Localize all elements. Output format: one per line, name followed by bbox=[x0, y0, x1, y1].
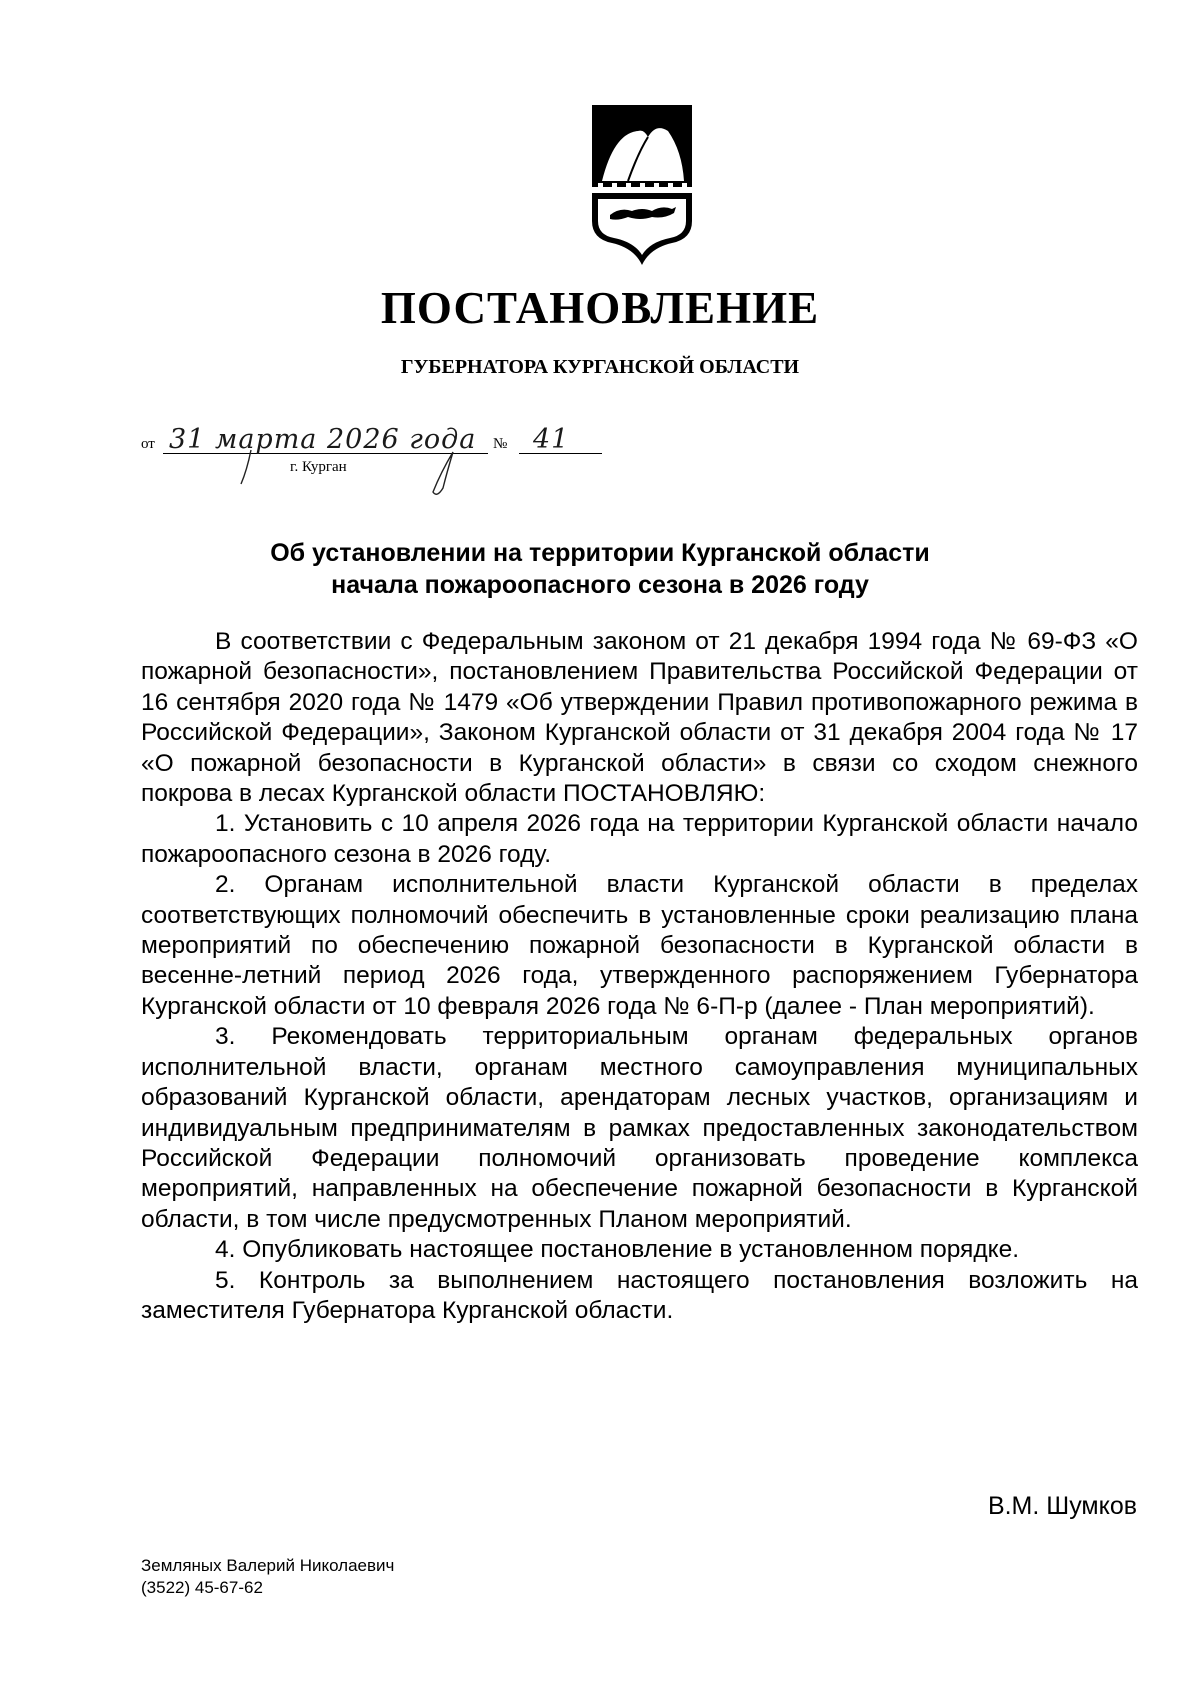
number-label: № bbox=[493, 436, 508, 452]
signer-name: В.М. Шумков bbox=[987, 1492, 1137, 1520]
item-4: 4. Опубликовать настоящее постановление в установленном порядке. bbox=[215, 1236, 1020, 1264]
item-1: 1. Установить с 10 апреля 2026 года на территории Курганской области начало пожароопасного сезона в 2026 году. bbox=[141, 810, 1138, 868]
handwritten-number: 41 bbox=[533, 424, 570, 455]
title-line-2: начала пожароопасного сезона в 2026 году bbox=[331, 571, 869, 599]
city-label: г. Курган bbox=[290, 459, 347, 475]
document-title bbox=[0, 537, 1200, 601]
kurgan-coat-of-arms-icon bbox=[586, 103, 698, 267]
date-number-line bbox=[141, 424, 671, 502]
item-3: 3. Рекомендовать территориальным органам федеральных органов исполнительной власти, органам местного самоуправления муниципальных образований Курганской области, арендаторам лесных участков, организациям и индивидуальным предпринимателям в рамках предоставленных законодательством Российской Федерации полномочий организовать проведение комплекса мероприятий, направленных на обеспечение пожарной безопасности в Курганской области, в том числе предусмотренных Планом мероприятий. bbox=[141, 1023, 1138, 1233]
preamble-paragraph: В соответствии с Федеральным законом от 21 декабря 1994 года № 69-ФЗ «О пожарной безопасности», постановлением Правительства Российской Федерации от 16 сентября 2020 года № 1479 «Об утверждении Правил противопожарного режима в Российской Федерации», Законом Курганской области от 31 декабря 2004 года № 17 «О пожарной безопасности в Курганской области» в связи со сходом снежного покрова в лесах Курганской области ПОСТАНОВЛЯЮ: bbox=[141, 628, 1138, 808]
date-prefix: от bbox=[141, 436, 155, 452]
signature-strokes bbox=[141, 432, 481, 502]
document-type-heading: ПОСТАНОВЛЕНИЕ bbox=[380, 283, 820, 333]
contact-phone: (3522) 45-67-62 bbox=[141, 1578, 263, 1597]
contact-name: Земляных Валерий Николаевич bbox=[141, 1556, 395, 1575]
handwritten-date: 31 марта 2026 года bbox=[169, 424, 477, 455]
document-body bbox=[141, 627, 1138, 1326]
issuer-heading: ГУБЕРНАТОРА КУРГАНСКОЙ ОБЛАСТИ bbox=[400, 356, 800, 378]
item-2: 2. Органам исполнительной власти Курганской области в пределах соответствующих полномочий обеспечить в установленные сроки реализацию плана мероприятий по обеспечению пожарной безопасности в Курганской области в весенне-летний период 2026 года, утвержденного распоряжением Губернатора Курганской области от 10 февраля 2026 года № 6-П-р (далее - План мероприятий). bbox=[141, 871, 1138, 1020]
contact-block bbox=[141, 1555, 394, 1599]
title-line-1: Об установлении на территории Курганской области bbox=[270, 539, 930, 567]
item-5: 5. Контроль за выполнением настоящего постановления возложить на заместителя Губернатора Курганской области. bbox=[141, 1266, 1138, 1324]
